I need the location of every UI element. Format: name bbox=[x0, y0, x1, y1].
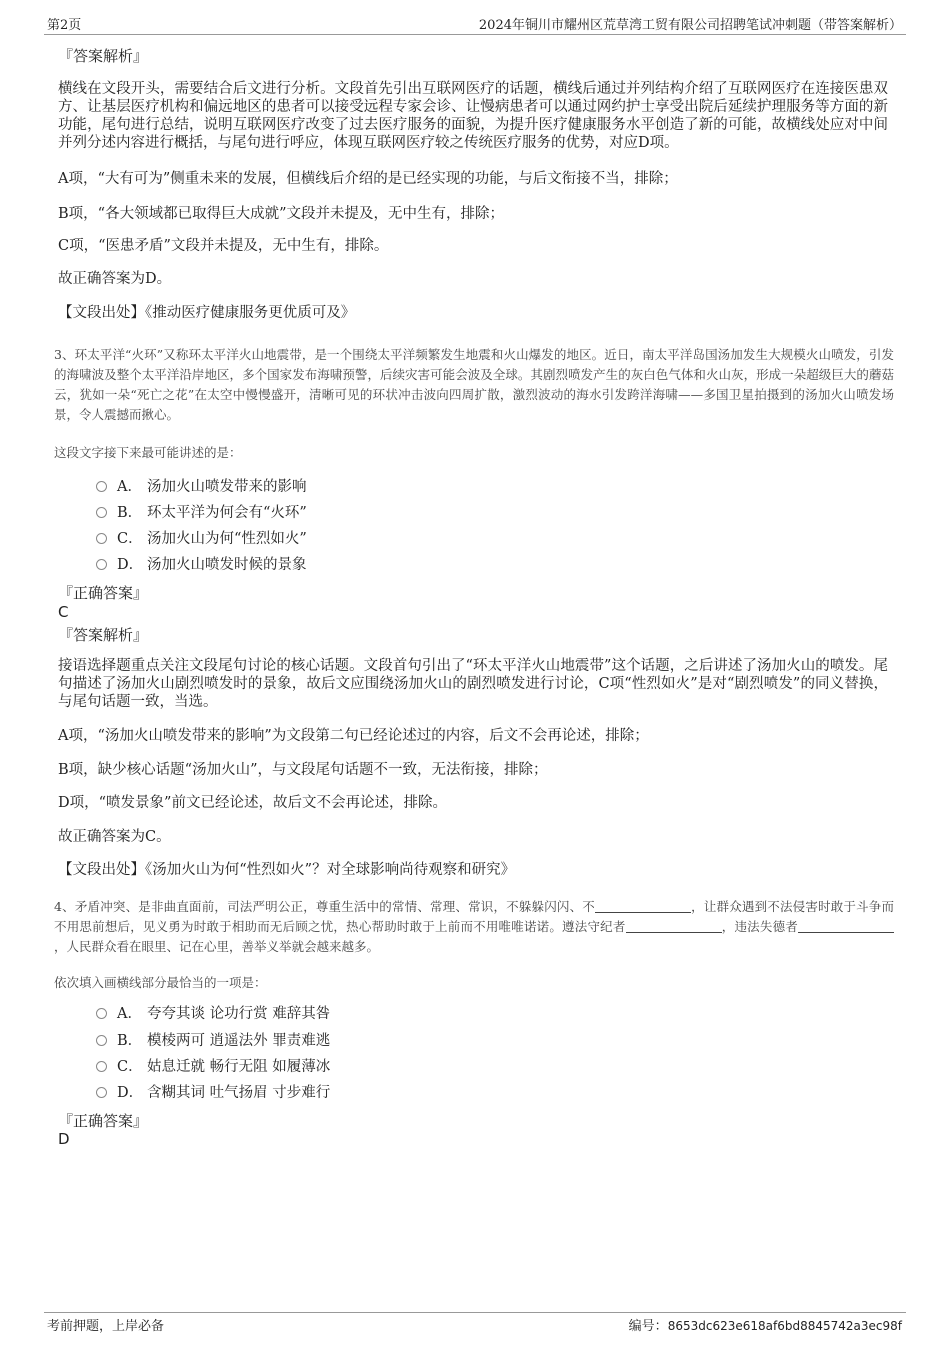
option-text: 含糊其词 吐气扬眉 寸步难行 bbox=[147, 1085, 331, 1101]
question-3-conclusion: 故正确答案为C。 bbox=[58, 829, 171, 845]
code-value: 8653dc623e618af6bd8845742a3ec98f bbox=[667, 1319, 902, 1333]
stem-text: ，人民群众看在眼里、记在心里，善举义举就会越来越多。 bbox=[54, 939, 380, 954]
question-4-answer-label: 『正确答案』 bbox=[58, 1112, 149, 1130]
question-4-stem bbox=[54, 897, 894, 957]
question-3-answer: C bbox=[58, 603, 69, 621]
option-text: 模棱两可 逍遥法外 罪责难逃 bbox=[147, 1033, 331, 1049]
question-3-answer-label: 『正确答案』 bbox=[58, 584, 149, 602]
radio-button-icon[interactable] bbox=[96, 1061, 107, 1072]
radio-button-icon[interactable] bbox=[96, 559, 107, 570]
question-4-option-b[interactable] bbox=[96, 1031, 330, 1051]
question-3-option-b[interactable] bbox=[96, 503, 307, 523]
analysis-source: 【文段出处】《推动医疗健康服务更优质可及》 bbox=[58, 305, 356, 321]
option-key: B． bbox=[117, 505, 143, 521]
option-key: A． bbox=[117, 1006, 142, 1022]
option-text: 环太平洋为何会有“火环” bbox=[147, 505, 307, 521]
radio-button-icon[interactable] bbox=[96, 533, 107, 544]
option-text: 汤加火山喷发时候的景象 bbox=[147, 557, 307, 573]
radio-button-icon[interactable] bbox=[96, 481, 107, 492]
stem-text: 4、矛盾冲突、是非曲直面前，司法严明公正，尊重生活中的常情、常理、常识，不躲躲闪闪、不 bbox=[54, 899, 595, 914]
question-3-analysis-a: A项，“汤加火山喷发带来的影响”为文段第二句已经论述过的内容，后文不会再论述，排除； bbox=[58, 728, 649, 744]
question-3-analysis-label: 『答案解析』 bbox=[58, 626, 149, 644]
question-3-option-a[interactable] bbox=[96, 477, 307, 497]
analysis-paragraph: 横线在文段开头，需要结合后文进行分析。文段首先引出互联网医疗的话题，横线后通过并列结构介绍了互联网医疗在连接医患双方、让基层医疗机构和偏远地区的患者可以接受远程专家会诊、让慢病患者可以通过网约护士享受出院后延续护理服务等方面的新功能，尾句进行总结，说明互联网医疗改变了过去医疗服务的面貌，为提升医疗健康服务水平创造了新的可能，故横线处应对中间并列分述内容进行概括，与尾句进行呼应，体现互联网医疗较之传统医疗服务的优势，对应D项。 bbox=[58, 81, 888, 151]
option-key: A． bbox=[117, 479, 142, 495]
question-3-stem: 3、环太平洋“火环”又称环太平洋火山地震带，是一个围绕太平洋频繁发生地震和火山爆发的地区。近日，南太平洋岛国汤加发生大规模火山喷发，引发的海啸波及整个太平洋沿岸地区，多个国家发布海啸预警，后续灾害可能会波及全球。其剧烈喷发产生的灰白色气体和火山灰，形成一朵超级巨大的蘑菇云，犹如一朵“死亡之花”在太空中慢慢盛开，清晰可见的环状冲击波向四周扩散，激烈波动的海水引发跨洋海啸——多国卫星拍摄到的汤加火山喷发场景，令人震撼而揪心。 bbox=[54, 347, 894, 422]
radio-button-icon[interactable] bbox=[96, 1035, 107, 1046]
radio-button-icon[interactable] bbox=[96, 1087, 107, 1098]
document-code bbox=[629, 1315, 902, 1334]
question-4-answer: D bbox=[58, 1130, 70, 1148]
fill-blank-1[interactable] bbox=[595, 900, 691, 913]
option-text: 姑息迁就 畅行无阻 如履薄冰 bbox=[147, 1059, 331, 1075]
option-key: C． bbox=[117, 1059, 143, 1075]
analysis-conclusion: 故正确答案为D。 bbox=[58, 271, 172, 287]
analysis-option-c: C项，“医患矛盾”文段并未提及，无中生有，排除。 bbox=[58, 238, 389, 254]
footer-slogan: 考前押题，上岸必备 bbox=[47, 1319, 165, 1334]
option-key: B． bbox=[117, 1033, 143, 1049]
option-text: 夸夸其谈 论功行赏 难辞其咎 bbox=[147, 1006, 331, 1022]
option-key: D． bbox=[117, 557, 144, 573]
question-4-option-c[interactable] bbox=[96, 1057, 330, 1077]
analysis-option-b: B项，“各大领域都已取得巨大成就”文段并未提及，无中生有，排除； bbox=[58, 206, 504, 222]
question-3-analysis: 接语选择题重点关注文段尾句讨论的核心话题。文段首句引出了“环太平洋火山地震带”这个话题，之后讲述了汤加火山的喷发。尾句描述了汤加火山剧烈喷发时的景象，故后文应围绕汤加火山的剧烈喷发进行讨论，C项“性烈如火”是对“剧烈喷发”的同义替换，与尾句话题一致，当选。 bbox=[58, 658, 888, 710]
page-header bbox=[44, 14, 906, 35]
fill-blank-2[interactable] bbox=[626, 920, 722, 933]
page-footer bbox=[44, 1312, 906, 1334]
option-text: 汤加火山为何“性烈如火” bbox=[147, 531, 307, 547]
radio-button-icon[interactable] bbox=[96, 507, 107, 518]
option-text: 汤加火山喷发带来的影响 bbox=[147, 479, 307, 495]
question-3-source: 【文段出处】《汤加火山为何“性烈如火”？对全球影响尚待观察和研究》 bbox=[58, 862, 516, 878]
question-4-option-d[interactable] bbox=[96, 1083, 330, 1103]
question-3-option-d[interactable] bbox=[96, 555, 307, 575]
question-4-prompt: 依次填入画横线部分最恰当的一项是： bbox=[54, 975, 267, 990]
stem-text: ，违法失德者 bbox=[721, 919, 798, 934]
page-number: 第2页 bbox=[47, 18, 82, 33]
fill-blank-3[interactable] bbox=[798, 920, 894, 933]
question-3-analysis-b: B项，缺少核心话题“汤加火山”，与文段尾句话题不一致，无法衔接，排除； bbox=[58, 762, 548, 778]
question-4-option-a[interactable] bbox=[96, 1004, 330, 1024]
analysis-label: 『答案解析』 bbox=[58, 47, 149, 65]
radio-button-icon[interactable] bbox=[96, 1008, 107, 1019]
stem-text: ，让群众遇到不法侵害时敢于斗争而不用思前想后，见义勇为时敢于相助而无后顾之忧，热心帮助时敢于上前而不用唯唯诺诺。遵法守纪者 bbox=[54, 899, 894, 934]
document-title: 2024年铜川市耀州区荒草湾工贸有限公司招聘笔试冲刺题（带答案解析） bbox=[478, 18, 902, 33]
option-key: C． bbox=[117, 531, 143, 547]
option-key: D． bbox=[117, 1085, 144, 1101]
question-3-analysis-d: D项，“喷发景象”前文已经论述，故后文不会再论述，排除。 bbox=[58, 795, 447, 811]
question-3-prompt: 这段文字接下来最可能讲述的是： bbox=[54, 445, 242, 460]
question-3-option-c[interactable] bbox=[96, 529, 307, 549]
code-label: 编号： bbox=[628, 1319, 668, 1334]
analysis-option-a: A项，“大有可为”侧重未来的发展，但横线后介绍的是已经实现的功能，与后文衔接不当，排除； bbox=[58, 171, 678, 187]
